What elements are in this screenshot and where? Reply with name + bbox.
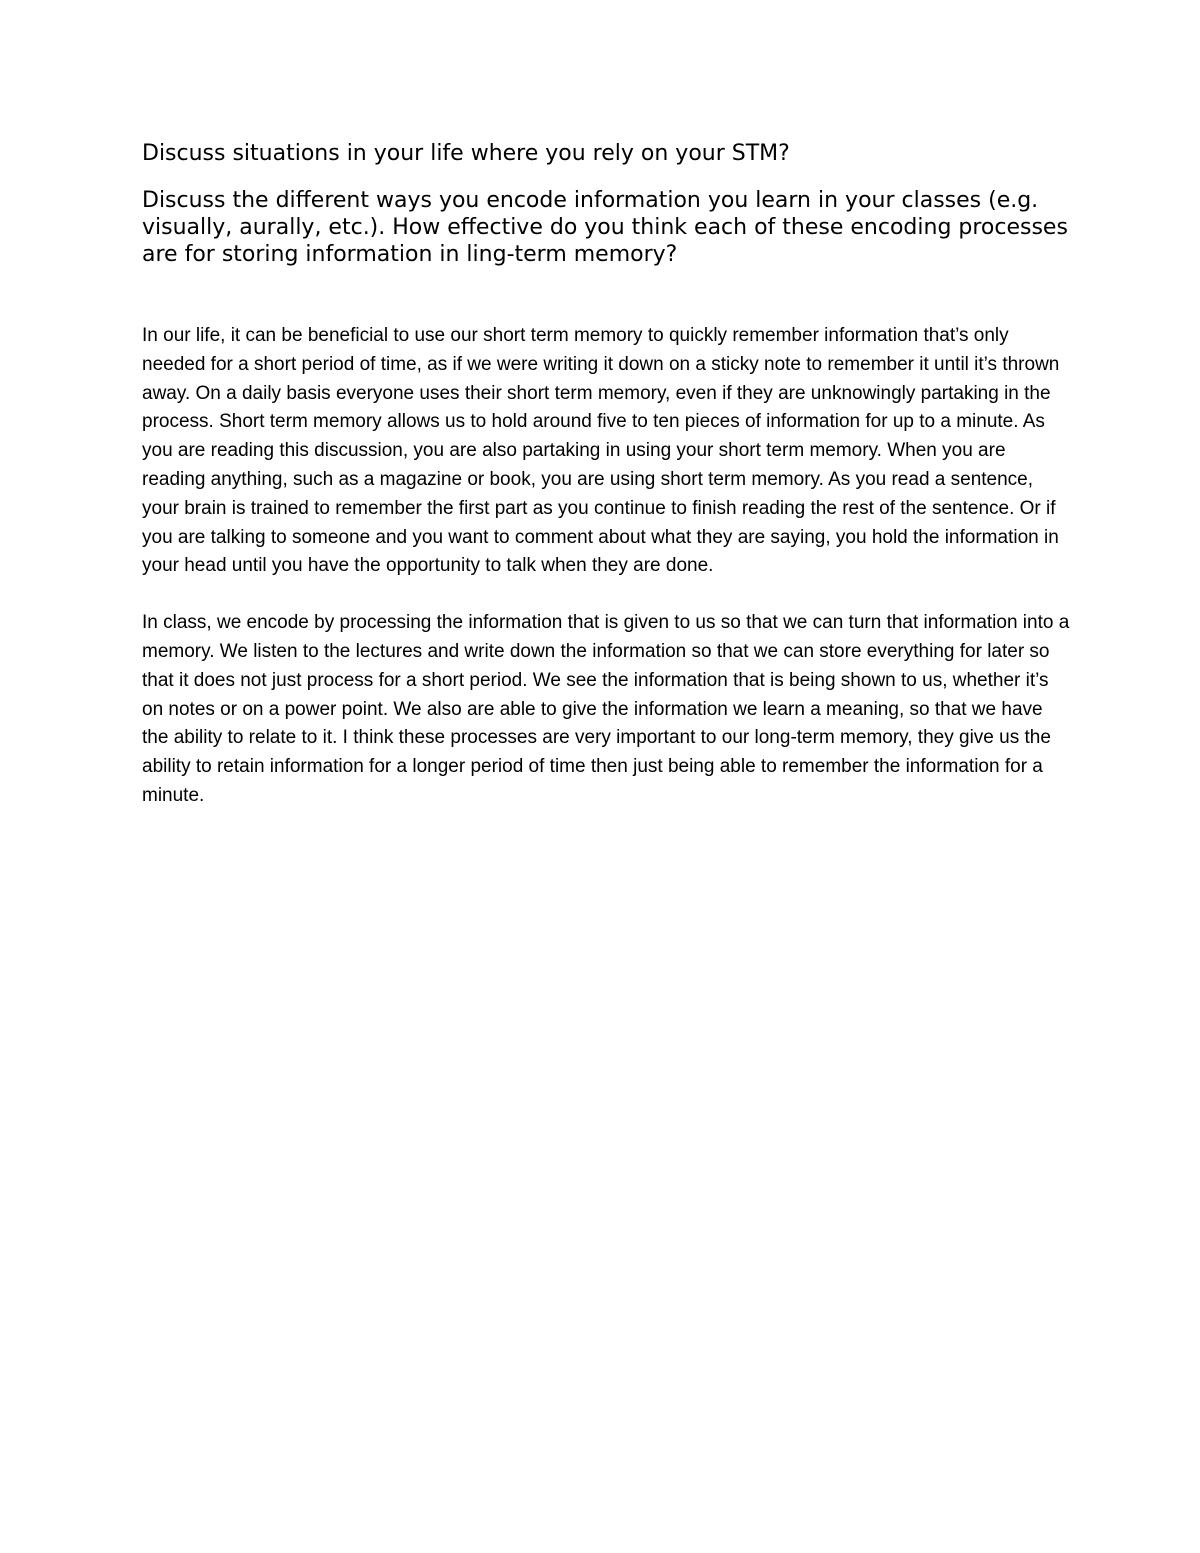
answer-paragraph-stm: In our life, it can be beneficial to use our short term memory to quickly remember information that’s only needed for a short period of time, as if we were writing it down on a sticky note to remember it until it’s thrown away. On a daily basis everyone uses their short term memory, even if they are unknowingly partaking in the process. Short term memory allows us to hold around five to ten pieces of information for up to a minute. As you are reading this discussion, you are also partaking in using your short term memory. When you are reading anything, such as a magazine or book, you are using short term memory. As you read a sentence, your brain is trained to remember the first part as you continue to finish reading the rest of the sentence. Or if you are talking to someone and you want to comment about what they are saying, you hold the information in your head until you have the opportunity to talk when they are done.: [142, 325, 1060, 577]
answer-paragraph-encoding: In class, we encode by processing the information that is given to us so that we can turn that information into a memory. We listen to the lectures and write down the information so that we can store everything for later so that it does not just process for a short period. We see the information that is being shown to us, whether it’s on notes or on a power point. We also are able to give the information we learn a meaning, so that we have the ability to relate to it. I think these processes are very important to our long-term memory, they give us the ability to retain information for a longer period of time then just being able to remember the information for a minute.: [142, 612, 1070, 806]
question-stm: Discuss situations in your life where you rely on your STM?: [142, 141, 790, 166]
document-page: [142, 140, 1072, 811]
question-encoding: Discuss the different ways you encode information you learn in your classes (e.g. visually, aurally, etc.). How effective do you think each of these encoding processes are for storing information in ling-term memory?: [142, 188, 1068, 267]
